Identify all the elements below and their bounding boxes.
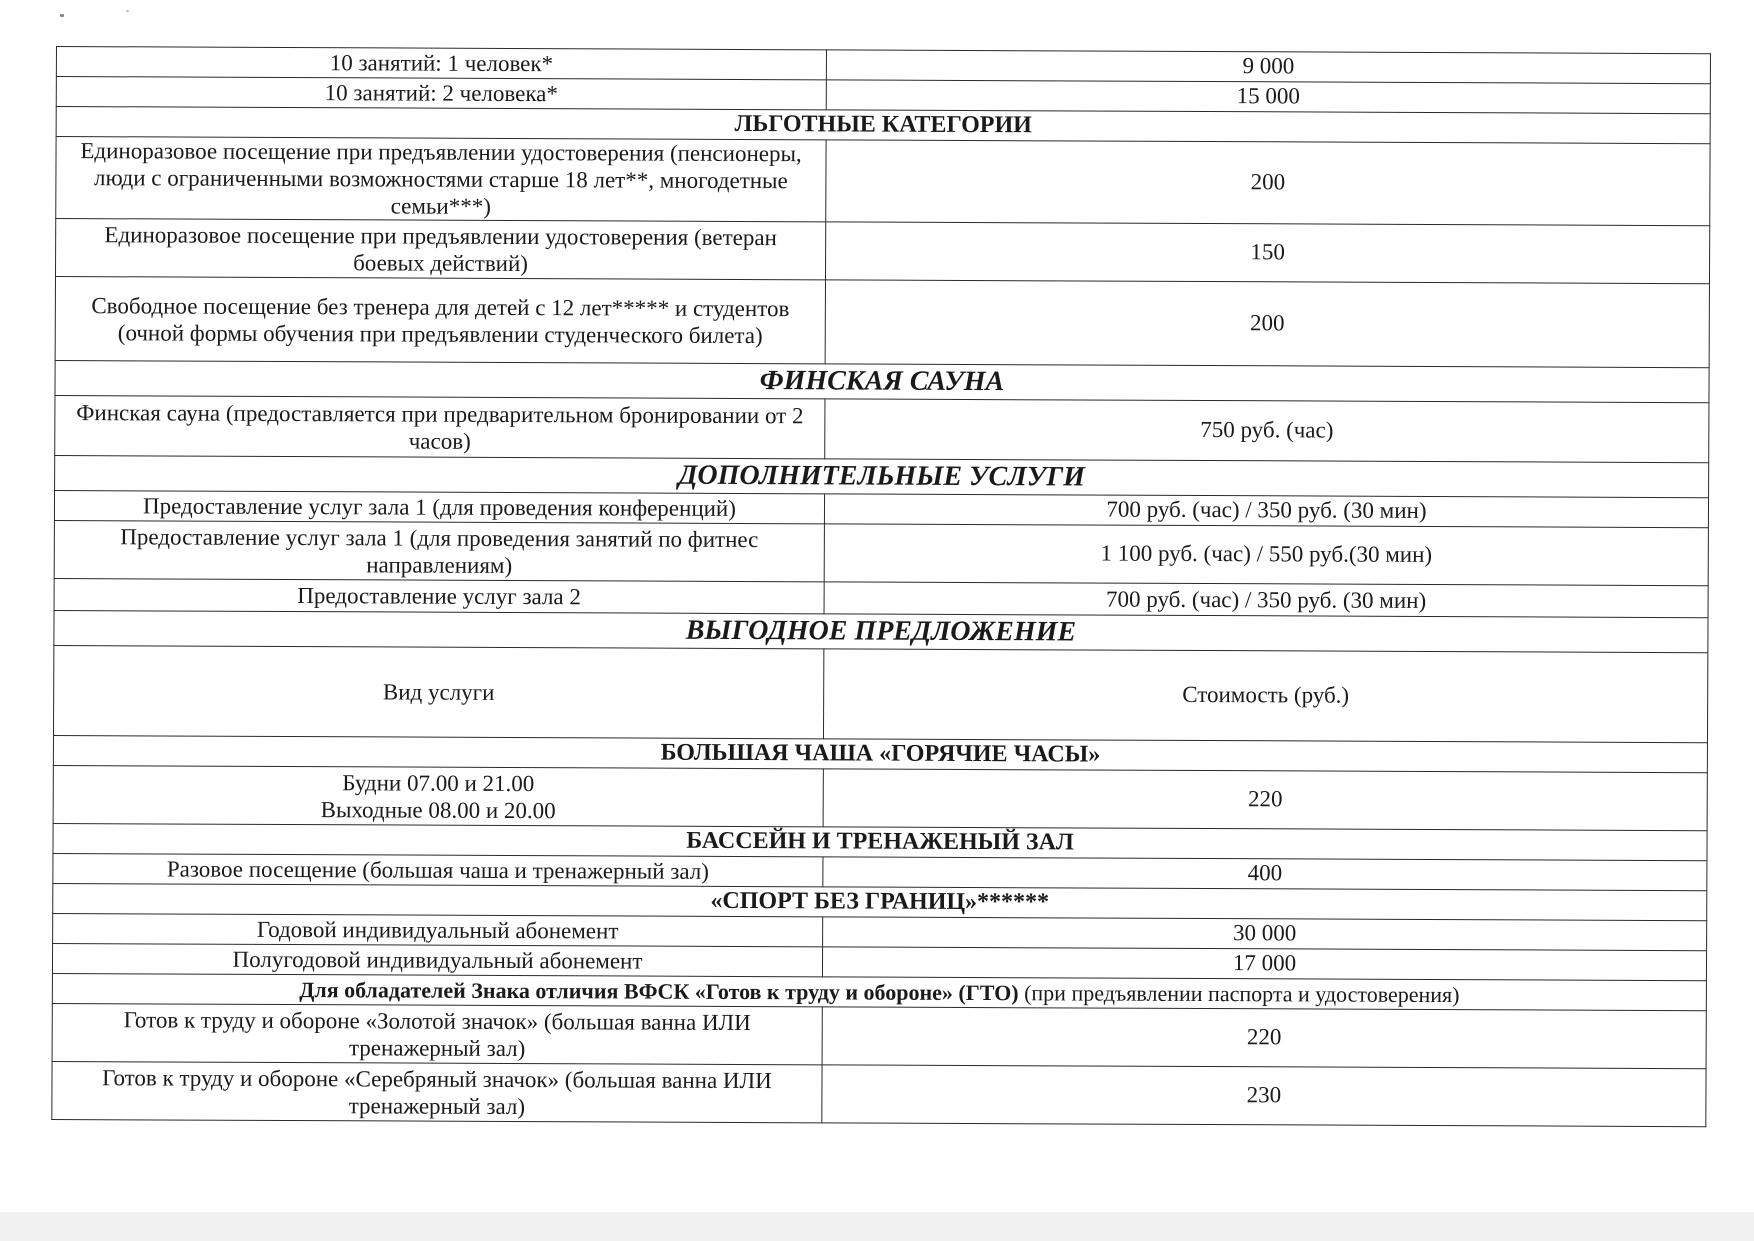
- scan-edge-shadow: [0, 1212, 1754, 1241]
- service-cell: Будни 07.00 и 21.00 Выходные 08.00 и 20.00: [53, 765, 823, 826]
- service-cell: Свободное посещение без тренера для детей с 12 лет***** и студентов (очной формы обучения при предъявлении студенческого билета): [55, 277, 825, 364]
- price-cell: 200: [825, 280, 1709, 368]
- price-cell: 700 руб. (час) / 350 руб. (30 мин): [824, 494, 1708, 528]
- section-title-bold: Для обладателей Знака отличия ВФСК «Готов к труду и обороне» (ГТО): [299, 977, 1019, 1006]
- service-cell: 10 занятий: 2 человека*: [56, 77, 826, 110]
- price-cell: 15 000: [826, 80, 1710, 114]
- scan-speck: [126, 10, 129, 12]
- table-row: [56, 137, 1710, 226]
- price-cell: 700 руб. (час) / 350 руб. (30 мин): [824, 582, 1708, 618]
- column-header-price: Стоимость (руб.): [823, 649, 1707, 743]
- service-cell: Единоразовое посещение при предъявлении удостоверения (ветеран боевых действий): [55, 219, 825, 280]
- price-cell: 220: [823, 769, 1707, 831]
- service-cell: 10 занятий: 1 человек*: [56, 47, 826, 80]
- price-cell: 220: [822, 1007, 1706, 1069]
- price-list-table: [51, 46, 1711, 1127]
- price-cell: 30 000: [823, 917, 1707, 951]
- price-cell: 1 100 руб. (час) / 550 руб.(30 мин): [824, 524, 1708, 586]
- service-cell: Годовой индивидуальный абонемент: [53, 913, 823, 946]
- section-title: ФИНСКАЯ САУНА: [55, 360, 1709, 402]
- service-cell: Финская сауна (предоставляется при предварительном бронировании от 2 часов): [55, 395, 825, 458]
- table-row: [52, 1061, 1706, 1126]
- column-header-service: Вид услуги: [53, 645, 823, 738]
- table-row: [53, 765, 1707, 830]
- service-cell: Предоставление услуг зала 1 (для проведения занятий по фитнес направлениям): [54, 520, 824, 581]
- service-cell: Предоставление услуг зала 2: [54, 578, 824, 613]
- price-cell: 150: [825, 222, 1709, 284]
- service-cell: Готов к труду и обороне «Золотой значок» (большая ванна ИЛИ тренажерный зал): [52, 1003, 822, 1064]
- section-title: ЛЬГОТНЫЕ КАТЕГОРИИ: [56, 107, 1710, 144]
- price-cell: 200: [826, 140, 1710, 226]
- section-title: ВЫГОДНОЕ ПРЕДЛОЖЕНИЕ: [54, 610, 1708, 652]
- table-row: [54, 520, 1708, 585]
- service-cell: Единоразовое посещение при предъявлении удостоверения (пенсионеры, люди с ограниченными возможностями старше 18 лет**, многодетные семьи***): [56, 137, 826, 222]
- scan-speck: [60, 14, 64, 17]
- section-title-note: (при предъявлении паспорта и удостоверения): [1018, 980, 1460, 1008]
- service-cell: Полугодовой индивидуальный абонемент: [52, 943, 822, 976]
- service-cell: Готов к труду и обороне «Серебряный значок» (большая ванна ИЛИ тренажерный зал): [52, 1061, 822, 1122]
- table-row: [55, 277, 1709, 368]
- price-cell: 17 000: [822, 947, 1706, 981]
- table-row: [55, 395, 1709, 462]
- section-title: ДОПОЛНИТЕЛЬНЫЕ УСЛУГИ: [55, 455, 1709, 497]
- table-row: [55, 219, 1709, 284]
- price-cell: 750 руб. (час): [825, 399, 1709, 463]
- section-title: БАССЕЙН И ТРЕНАЖЕНЫЙ ЗАЛ: [53, 823, 1707, 860]
- column-header-row: [53, 645, 1707, 742]
- price-cell: 400: [823, 857, 1707, 891]
- service-cell: Разовое посещение (большая чаша и тренажерный зал): [53, 853, 823, 886]
- price-cell: 230: [822, 1065, 1706, 1127]
- service-cell: Предоставление услуг зала 1 (для проведения конференций): [54, 490, 824, 523]
- table-row: [52, 1003, 1706, 1068]
- price-cell: 9 000: [826, 50, 1710, 84]
- section-title: БОЛЬШАЯ ЧАША «ГОРЯЧИЕ ЧАСЫ»: [53, 735, 1707, 772]
- section-title: «СПОРТ БЕЗ ГРАНИЦ»******: [53, 883, 1707, 920]
